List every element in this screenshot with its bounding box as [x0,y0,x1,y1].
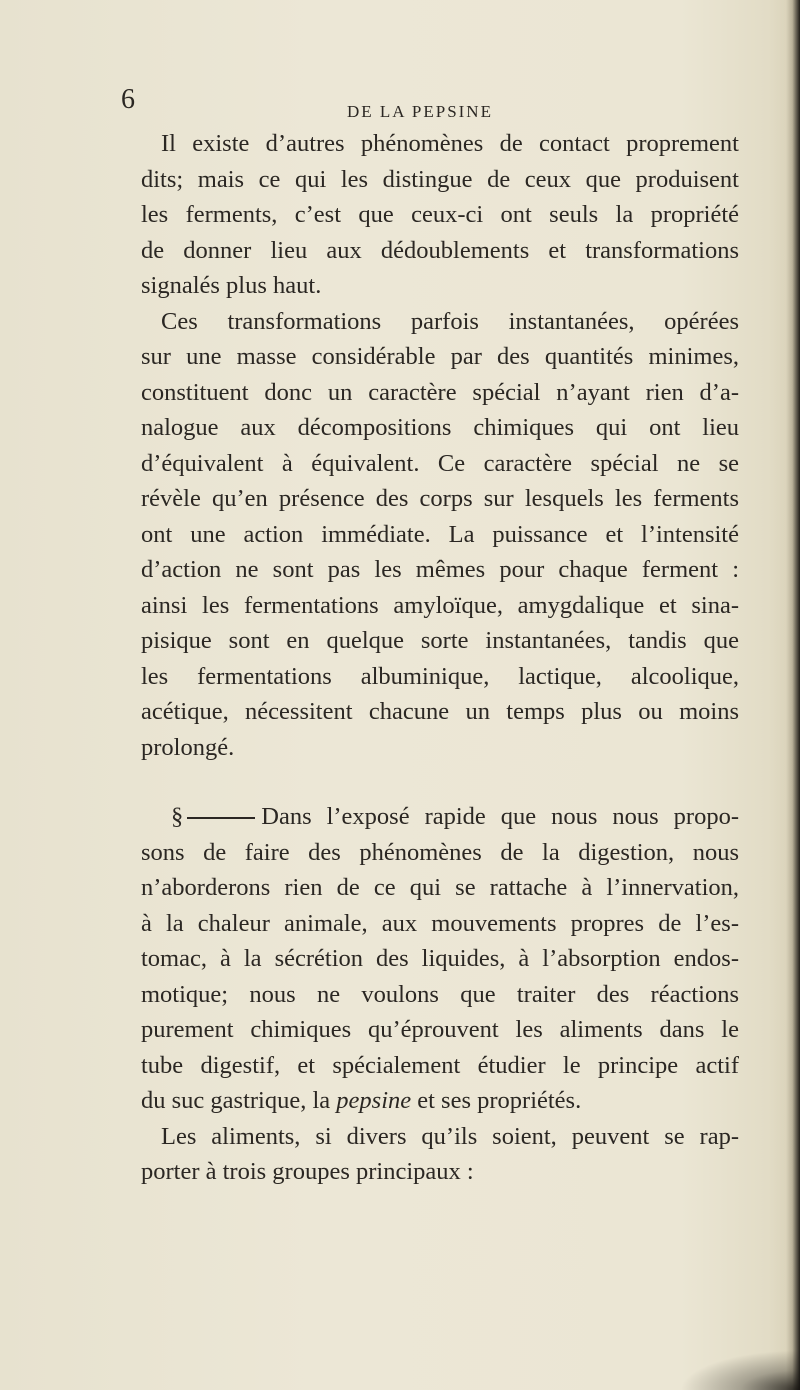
page-edge-shadow [786,0,800,1390]
text-line: à la chaleur animale, aux mouvements propres de l’es- [141,909,739,937]
section-dash [187,817,255,819]
text-line: révèle qu’en présence des corps sur lesquels les ferments [141,485,739,512]
text-line: d’action ne sont pas les mêmes pour chaque ferment : [141,556,739,583]
text-line: tube digestif, et spécialement étudier le principe actif [141,1051,739,1079]
text-line: les fermentations albuminique, lactique, alcoolique, [141,662,739,690]
text-line: signalés plus haut. [141,272,322,299]
text-line: constituent donc un caractère spécial n’ayant rien d’a- [141,378,739,406]
text-line: les ferments, c’est que ceux-ci ont seuls la propriété [141,201,739,228]
text-line: Dans l’exposé rapide que nous nous propo- [261,803,739,830]
text-line: prolongé. [141,733,235,761]
text-line: de donner lieu aux dédoublements et transformations [141,236,739,264]
page-number: 6 [121,84,135,115]
running-head: DE LA PEPSINE [347,102,493,121]
text-line: Ces transformations parfois instantanées, opérées [161,307,739,335]
text-line: n’aborderons rien de ce qui se rattache à l’innervation, [141,874,739,901]
text-fragment: et ses propriétés. [411,1087,582,1114]
text-line: pisique sont en quelque sorte instantanées, tandis que [141,627,739,654]
section-sign: § [171,803,184,830]
text-line: purement chimiques qu’éprouvent les aliments dans le [141,1016,739,1043]
text-line: Il existe d’autres phénomènes de contact proprement [161,130,739,157]
text-line: ainsi les fermentations amyloïque, amygdalique et sina- [141,591,739,619]
body-text [141,126,739,1190]
text-line: dits; mais ce qui les distingue de ceux que produisent [141,165,739,193]
text-line: sons de faire des phénomènes de la digestion, nous [141,838,739,866]
text-line [141,1083,739,1119]
text-fragment: du suc gastrique, la [141,1087,337,1114]
text-line: Les aliments, si divers qu’ils soient, peuvent se rap- [161,1122,739,1150]
italic-term-pepsine: pepsine [336,1087,412,1114]
text-line: porter à trois groupes principaux : [141,1158,474,1185]
section-first-line [141,799,739,835]
text-line: nalogue aux décompositions chimiques qui ont lieu [141,414,739,441]
text-line: motique; nous ne voulons que traiter des réactions [141,980,739,1008]
text-line: tomac, à la sécrétion des liquides, à l’absorption endos- [141,945,739,972]
paragraph-gap [141,765,739,799]
page-corner-shadow [680,1350,800,1390]
text-line: d’équivalent à équivalent. Ce caractère spécial ne se [141,449,739,477]
text-line: sur une masse considérable par des quantités minimes, [141,343,739,370]
text-line: acétique, nécessitent chacune un temps plus ou moins [141,698,739,725]
text-line: ont une action immédiate. La puissance et l’intensité [141,520,739,548]
